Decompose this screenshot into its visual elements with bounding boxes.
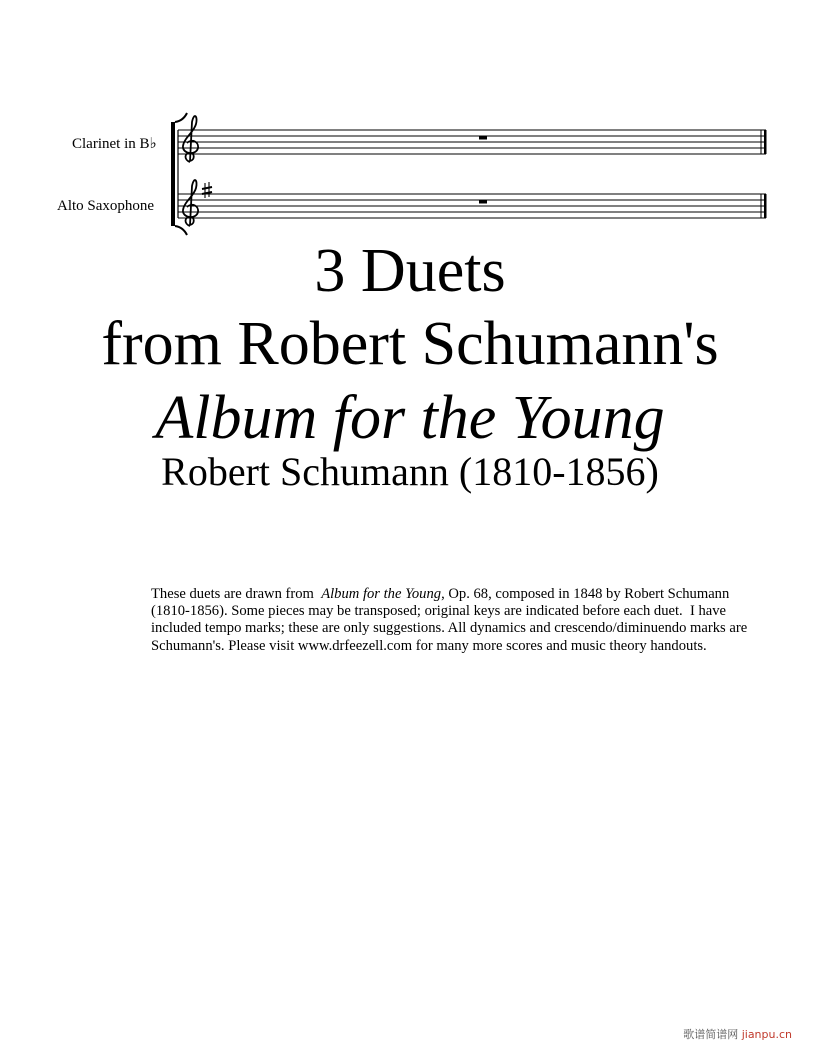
intro-album-title: Album for the Young — [321, 586, 442, 602]
instrument-label-alto-sax: Alto Saxophone — [57, 198, 155, 214]
intro-text-start: These duets are drawn from — [151, 586, 322, 602]
title-line-1: 3 Duets — [314, 237, 506, 305]
staff-alto-sax — [178, 194, 766, 218]
intro-paragraph — [151, 586, 751, 655]
instrument-label-clarinet: Clarinet in B♭ — [72, 136, 157, 152]
watermark-site: jianpu.cn — [741, 1028, 792, 1041]
score-system — [0, 0, 820, 240]
whole-rest-icon — [479, 200, 487, 204]
watermark-cjk: 歌谱简谱网 — [683, 1028, 739, 1041]
title-line-2: from Robert Schumann's — [101, 310, 719, 378]
intro-text-rest: , Op. 68, composed in 1848 by Robert Schumann (1810-1856). Some pieces may be transposed; original keys are indicated before each duet. I have included tempo marks; these are only suggestions. All dynamics and crescendo/diminuendo marks are Schumann's. Please visit www.drfeezell.com for many more scores and music theory handouts. — [151, 586, 748, 654]
staff-clarinet — [178, 130, 766, 154]
sharp-icon — [202, 182, 212, 198]
treble-clef-icon — [183, 180, 198, 226]
composer-line: Robert Schumann (1810-1856) — [161, 449, 659, 494]
watermark — [683, 1026, 792, 1042]
treble-clef-icon — [183, 116, 198, 162]
whole-rest-icon — [479, 136, 487, 140]
final-barline — [761, 130, 767, 218]
system-bracket — [171, 113, 187, 235]
title-album: Album for the Young — [155, 384, 665, 452]
